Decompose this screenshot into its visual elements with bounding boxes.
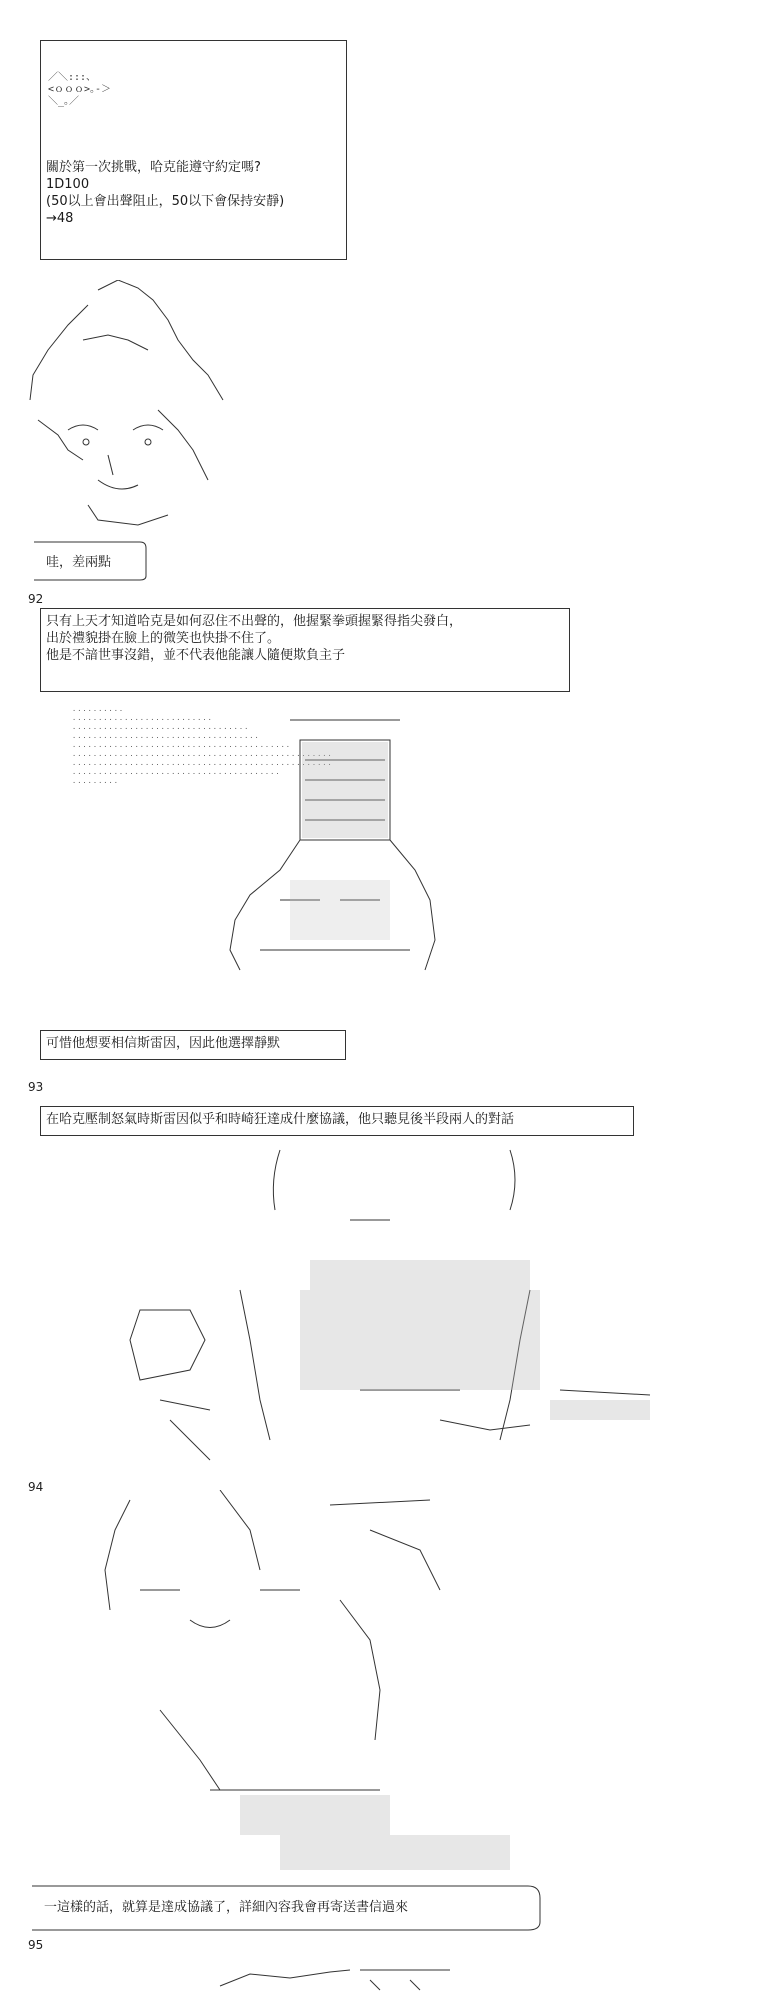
speech-text-2: 一這樣的話，就算是達成協議了，詳細內容我會再寄送書信過來 (44, 1900, 409, 1915)
narration-line-2: 出於禮貌掛在臉上的微笑也快掛不住了。 (46, 631, 281, 646)
character-art-4 (100, 1490, 520, 1890)
speech-text-1: 哇，差兩點 (46, 555, 112, 570)
caption-text-1: 可惜他想要相信斯雷因，因此他選擇靜默 (46, 1036, 281, 1051)
page-number-95: 95 (28, 1938, 44, 1952)
character-art-1 (28, 280, 258, 550)
character-art-5 (210, 1966, 470, 1996)
page-number-94: 94 (28, 1480, 44, 1494)
page-number-93: 93 (28, 1080, 44, 1094)
dice-line-4: →48 (46, 211, 74, 226)
character-art-3 (110, 1140, 670, 1470)
page-number-92: 92 (28, 592, 44, 606)
narration-line-1: 只有上天才知道哈克是如何忍住不出聲的，他握緊拳頭握緊得指尖發白， (46, 614, 463, 629)
dice-line-1: 關於第一次挑戰，哈克能遵守約定嗎? (46, 160, 261, 175)
character-art-2 (220, 700, 440, 990)
dotted-background-art: .......... ........................... .................................. .................................... .......................................... .................................................. .................................................. ........................................ ......... (72, 705, 333, 785)
dice-line-3: (50以上會出聲阻止，50以下會保持安靜) (46, 194, 285, 209)
narration-line-3: 他是不諳世事沒錯，並不代表他能讓人隨便欺負主子 (46, 648, 346, 663)
caption-text-2: 在哈克壓制怒氣時斯雷因似乎和時崎狂達成什麼協議，他只聽見後半段兩人的對話 (46, 1112, 515, 1127)
dice-face-art: ／＼:::、 <ｏｏｏ>｡-＞ ＼_｡／ (48, 72, 112, 107)
dice-line-2: 1D100 (46, 177, 90, 192)
